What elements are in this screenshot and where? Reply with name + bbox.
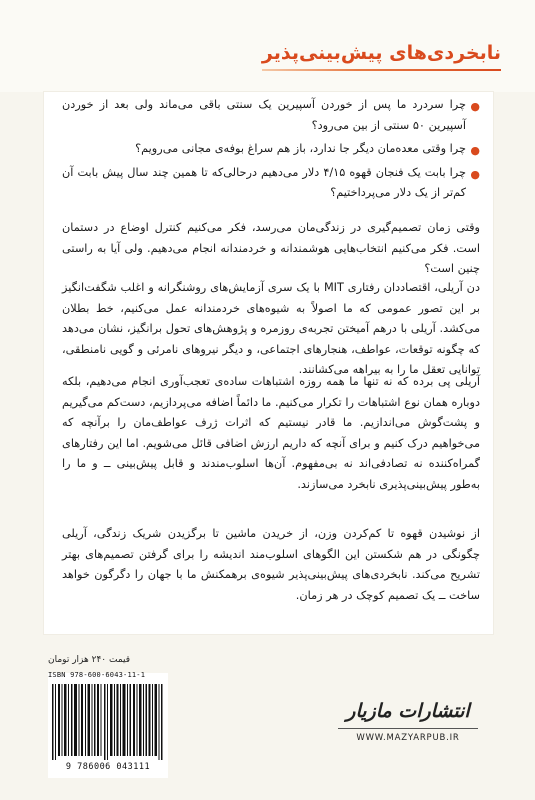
paragraph-mistakes: آریلی پی برده که نه تنها ما همه روزه اشتباهات ساده‌ی تعجب‌آوری انجام می‌دهیم، بلکه دوباره همان نوع اشتباهات را تکرار می‌کنیم. ما دائماً اضافه می‌پردازیم، دست‌کم می‌گیریم و پشت‌گوش می‌اندازیم. ما قادر نیستیم که اثرات ژرف عواطف‌مان را برآنچه که می‌خواهیم درک کنیم و برای آنچه که داریم ارزش اضافی قائل می‌شویم. اما این رفتارهای گمراه‌کننده نه تصادفی‌اند نه بی‌مفهوم. آن‌ها اسلوب‌مندند و قابل پیش‌بینی ــ و ما را به‌طور پیش‌بینی‌پذیری نابخرد می‌سازند. <box>62 375 480 491</box>
question-text: چرا وقتی معده‌مان دیگر جا ندارد، باز هم سراغ بوفه‌ی مجانی می‌رویم؟ <box>135 142 466 156</box>
question-list <box>62 95 480 207</box>
question-item <box>62 95 480 136</box>
bullet-icon: ● <box>470 144 480 158</box>
paragraph-intro: وقتی زمان تصمیم‌گیری در زندگی‌مان می‌رسد، فکر می‌کنیم کنترل اوضاع در دستمان است. فکر می‌کنیم انتخاب‌هایی هوشمندانه و خردمندانه انجام می‌دهیم. ولی آیا به راستی چنین است؟ <box>62 221 480 276</box>
paragraph-conclusion: از نوشیدن قهوه تا کم‌کردن وزن، از خریدن ماشین تا برگزیدن شریک زندگی، آریلی چگونگی در هم شکستن این الگوهای اسلوب‌مند اندیشه را برای گرفتن تصمیم‌های بهتر تشریح می‌کند. نابخردی‌های پیش‌بینی‌پذیر شیوه‌ی برهمکنش ما با جهان را دگرگون خواهد ساخت ــ یک تصمیم کوچک در هر زمان. <box>62 527 480 602</box>
book-title: نابخردی‌های پیش‌بینی‌پذیر <box>261 42 501 64</box>
paragraph-author: دن آریلی، اقتصاددان رفتاری MIT با یک سری آزمایش‌های روشنگرانه و اغلب شگفت‌انگیز بر این تصور عمومی که ما اصولاً به شیوه‌های خردمندانه عمل می‌کنیم، خط بطلان می‌کشد. آریلی با درهم آمیختن تجربه‌ی روزمره و پژوهش‌های تحول برانگیز، نشان می‌دهد که چگونه توقعات، عواطف، هنجارهای اجتماعی، و دیگر نیروهای نامرئی و گویی نامنطقی، توانایی تعقل ما را به بیراهه می‌کشانند. <box>62 281 481 377</box>
title-block <box>262 42 501 71</box>
title-underline <box>262 69 501 71</box>
bullet-icon: ● <box>470 167 480 181</box>
price-label: قیمت ۲۴۰ هزار تومان <box>48 655 131 665</box>
question-item <box>62 139 480 160</box>
publisher-logo: انتشارات مازیار <box>346 700 470 722</box>
publisher-block <box>323 700 493 743</box>
question-item <box>62 163 480 204</box>
publisher-divider <box>338 728 478 729</box>
barcode-number: 9 786006 043111 <box>65 762 151 772</box>
publisher-url: WWW.MAZYARPUB.IR <box>356 733 460 743</box>
question-text: چرا بابت یک فنجان قهوه ۴/۱۵ دلار می‌دهیم درحالی‌که تا همین چند سال پیش بابت آن کم‌تر از یک دلار می‌پرداختیم؟ <box>62 165 466 200</box>
question-text: چرا سردرد ما پس از خوردن آسپیرین یک سنتی باقی می‌ماند ولی بعد از خوردن آسپیرین ۵۰ سنتی از بین می‌رود؟ <box>62 98 466 132</box>
barcode-icon <box>50 684 166 760</box>
isbn-label: ISBN 978-600-6043-11-1 <box>48 671 146 679</box>
bullet-icon: ● <box>470 100 480 113</box>
